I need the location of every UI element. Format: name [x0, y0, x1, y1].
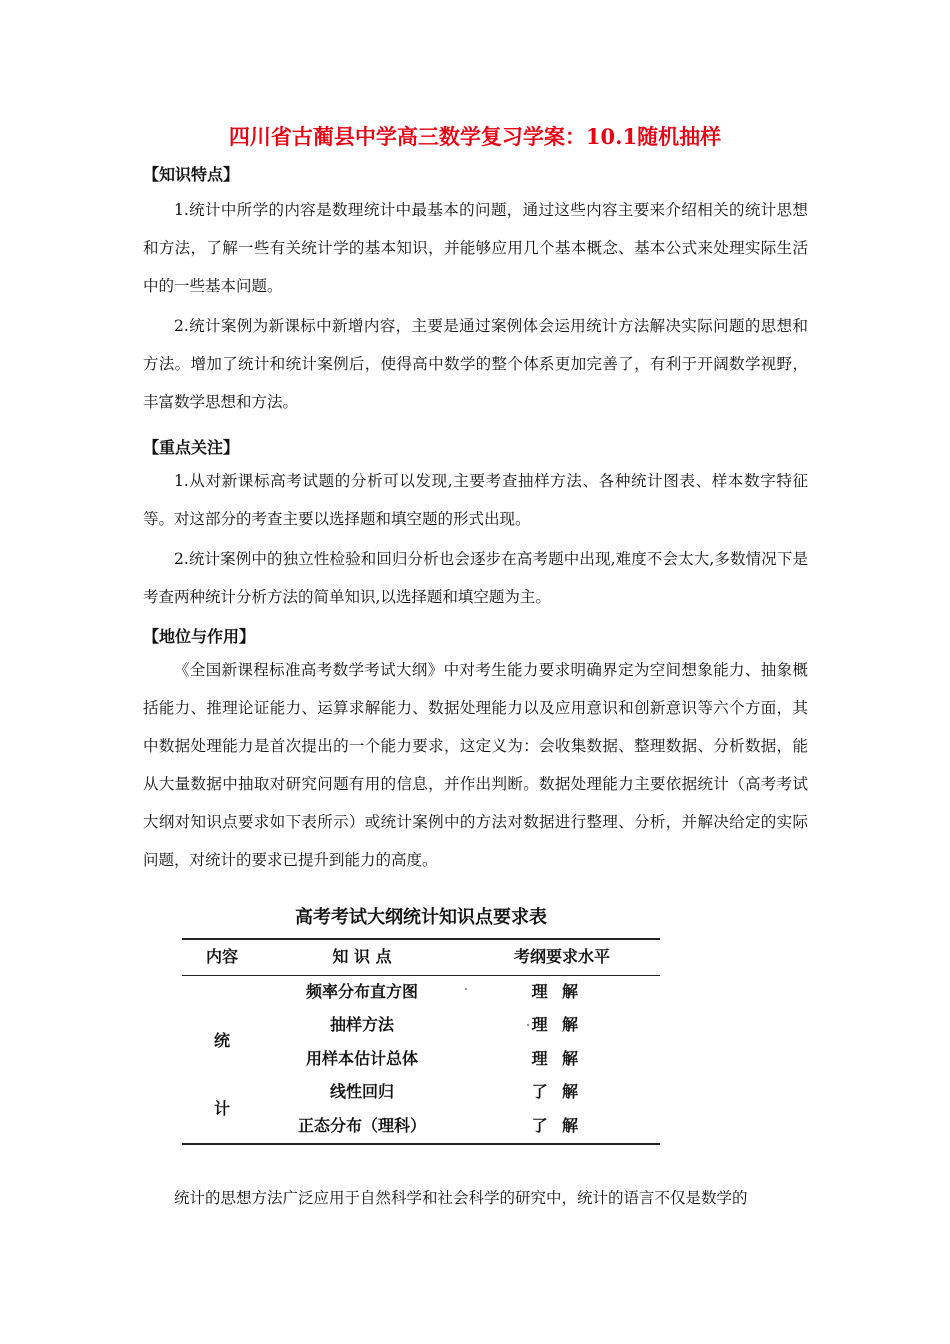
paragraph-focus-2: 2.统计案例中的独立性检验和回归分析也会逐步在高考题中出现,难度不会太大,多数情况下是考查两种统计分析方法的简单知识,以选择题和填空题为主。 — [143, 550, 808, 606]
table-cell-point: 抽样方法 — [329, 1015, 394, 1034]
table-cell-point: 正态分布（理科） — [297, 1116, 426, 1135]
table-cell-level: 理解 — [531, 1015, 593, 1034]
table-header-level: 考纲要求水平 — [513, 947, 610, 966]
section-heading-key-focus: 【重点关注】 — [143, 438, 240, 457]
table-cell-level: 理解 — [531, 1049, 593, 1068]
table-header-content: 内容 — [205, 947, 238, 966]
paragraph-closing: 统计的思想方法广泛应用于自然科学和社会科学的研究中，统计的语言不仅是数学的 — [174, 1189, 748, 1207]
table-cell-level: 理解 — [531, 982, 593, 1001]
paragraph-knowledge-2: 2.统计案例为新课标中新增内容，主要是通过案例体会运用统计方法解决实际问题的思想和方法。增加了统计和统计案例后，使得高中数学的整个体系更加完善了，有利于开阔数学视野，丰富数学思想和方法。 — [143, 317, 808, 411]
paragraph-knowledge-1: 1.统计中所学的内容是数理统计中最基本的问题，通过这些内容主要来介绍相关的统计思想和方法，了解一些有关统计学的基本知识，并能够应用几个基本概念、基本公式来处理实际生活中的一些基本问题。 — [143, 201, 808, 295]
table-cell-point: 频率分布直方图 — [305, 982, 418, 1001]
table-cell-level: 了解 — [531, 1116, 593, 1135]
table-top-rule — [182, 938, 660, 940]
scan-speck — [465, 988, 467, 990]
document-title: 四川省古蔺县中学高三数学复习学案：10.1随机抽样 — [228, 124, 722, 149]
table-cell-point: 线性回归 — [329, 1082, 394, 1101]
table-header-rule — [182, 975, 660, 976]
paragraph-role-1: 《全国新课程标准高考数学考试大纲》中对考生能力要求明确界定为空间想象能力、抽象概括能力、推理论证能力、运算求解能力、数据处理能力以及应用意识和创新意识等六个方面，其中数据处理能力是首次提出的一个能力要求，这定义为：会收集数据、整理数据、分析数据，能从大量数据中抽取对研究问题有用的信息，并作出判断。数据处理能力主要依据统计（高考考试大纲对知识点要求如下表所示）或统计案例中的方法对数据进行整理、分析，并解决给定的实际问题，对统计的要求已提升到能力的高度。 — [143, 661, 808, 869]
table-bottom-rule — [182, 1143, 660, 1145]
table-header-knowledge-point: 知 识 点 — [332, 947, 392, 966]
section-heading-role: 【地位与作用】 — [143, 627, 256, 646]
table-cell-point: 用样本估计总体 — [305, 1049, 418, 1068]
table-category-char-2: 计 — [213, 1099, 230, 1118]
scan-speck — [527, 1024, 529, 1026]
table-cell-level: 了解 — [531, 1082, 593, 1101]
table-title: 高考考试大纲统计知识点要求表 — [295, 907, 547, 928]
table-category-char-1: 统 — [213, 1031, 230, 1050]
paragraph-focus-1: 1.从对新课标高考试题的分析可以发现,主要考查抽样方法、各种统计图表、样本数字特征等。对这部分的考查主要以选择题和填空题的形式出现。 — [143, 472, 808, 528]
section-heading-knowledge-features: 【知识特点】 — [143, 165, 240, 184]
